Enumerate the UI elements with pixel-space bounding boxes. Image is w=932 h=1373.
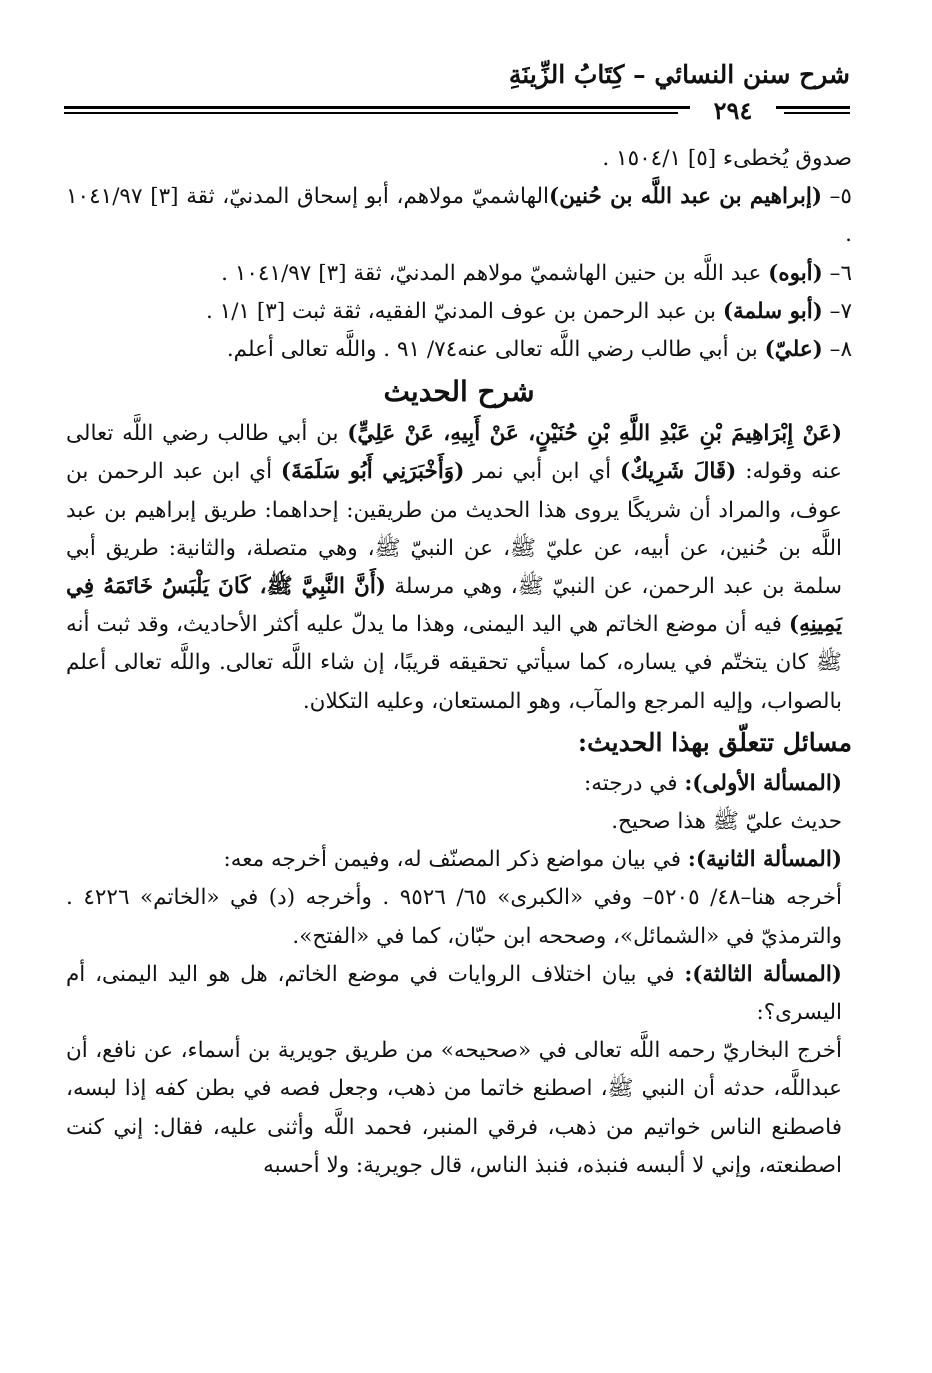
issue-label: (المسألة الثالثة): [684, 961, 842, 987]
narrator-number: ٦– [822, 260, 852, 286]
issue-body: أخرجه هنا–٤٨/ ٥٢٠٥– وفي «الكبرى» ٦٥/ ٩٥٢٦ . وأخرجه (د) في «الخاتم» ٤٢٢٦ . والترمذيّ في «الشمائل»، وصححه ابن حبّان، كما في «الفتح». [66, 885, 843, 949]
commentary-text: أي ابن أبي نمر [464, 459, 621, 485]
issue-title [66, 841, 852, 879]
issue-label: (المسألة الأولى): [684, 770, 842, 796]
narrator-text: بن أبي طالب رضي اللَّه تعالى عنه٧٤/ ٩١ . واللَّه تعالى أعلم. [226, 337, 765, 363]
issue-text: في بيان مواضع ذكر المصنّف له، وفيمن أخرجه معه: [223, 847, 688, 873]
page-header [64, 44, 850, 124]
issues-heading: مسائل تتعلّق بهذا الحديث: [577, 727, 852, 757]
issue-text: في بيان اختلاف الروايات في موضع الخاتم، هل هو اليد اليمنى، أم اليسرى؟: [66, 961, 842, 1026]
narrator-name: (أبوه) [768, 260, 823, 286]
narrator-text: الهاشميّ مولاهم، أبو إسحاق المدنيّ، ثقة [٣] ١٠٤١/٩٧ . [66, 184, 852, 248]
quoted-text: (قَالَ شَرِيكٌ) [620, 459, 737, 485]
commentary-heading: شرح الحديث [383, 375, 535, 409]
quoted-text: (أَنَّ النَّبِيَّ ﷺ، كَانَ يَلْبَسُ خَاتَمَهُ فِي يَمِينِهِ) [66, 574, 842, 638]
narrator-number: ٨– [822, 337, 852, 363]
narrator-text: بن عبد الرحمن بن عوف المدنيّ الفقيه، ثقة ثبت [٣] ١/١ . [205, 298, 723, 324]
narrator-entry [66, 331, 852, 369]
narrator-name: (إبراهيم بن عبد اللَّه بن حُنين) [549, 184, 822, 210]
issue-label: (المسألة الثانية): [687, 847, 842, 873]
header-rule-bottom-left [64, 112, 678, 114]
page-number: ٢٩٤ [690, 96, 776, 126]
issue-body: أخرج البخاريّ رحمه اللَّه تعالى في «صحيحه» من طريق جويرية بن أسماء، عن نافع، أن عبداللَّه، حدثه أن النبي ﷺ، اصطنع خاتما من ذهب، وجعل فصه في بطن كفه إذا لبسه، فاصطنع الناس خواتيم من ذهب، فرقي المنبر، فحمد اللَّه وأثنى عليه، فقال: إني كنت اصطنعته، وإني لا ألبسه فنبذه، فنبذ الناس، قال جويرية: ولا أحسبه [66, 1038, 842, 1178]
narrator-text: عبد اللَّه بن حنين الهاشميّ مولاهم المدنيّ، ثقة [٣] ١٠٤١/٩٧ . [221, 260, 769, 286]
narrator-name: (عليّ) [764, 337, 823, 363]
commentary-paragraph [66, 415, 852, 721]
narrator-entry [66, 178, 852, 254]
issue-body: حديث عليّ ﷺ هذا صحيح. [611, 809, 842, 835]
narrator-name: (أبو سلمة) [722, 298, 823, 324]
commentary-text: أي ابن عبد الرحمن بن عوف، والمراد أن شريكًا يروى هذا الحديث من طريقين: إحداهما: طريق إبراهيم بن عبد اللَّه بن حُنين، عن أبيه، عن عليّ ﷺ، عن النبيّ ﷺ، وهي متصلة، والثانية: طريق أبي سلمة بن عبد الرحمن، عن النبيّ ﷺ، وهي مرسلة [66, 459, 843, 600]
narrator-entry [66, 293, 852, 331]
narrator-entry [66, 255, 852, 293]
narrator-text: صدوق يُخطىء [٥] ١٥٠٤/١ . [602, 146, 852, 171]
quoted-text: (وَأَخْبَرَنِي أَبُو سَلَمَةَ) [280, 459, 465, 485]
narrator-number: ٧– [822, 298, 852, 324]
commentary-text: فيه أن موضع الخاتم هي اليد اليمنى، وهذا ما يدلّ عليه أكثر الأحاديث، وقد ثبت أنه ﷺ كان يتختّم في يساره، كما سيأتي تحقيقه قريبًا، إن شاء اللَّه تعالى. واللَّه تعالى أعلم بالصواب، وإليه المرجع والمآب، وهو المستعان، وعليه التكلان. [66, 612, 842, 714]
quoted-text: (عَنْ إِبْرَاهِيمَ بْنِ عَبْدِ اللَّهِ بْنِ حُنَيْنٍ، عَنْ أَبِيهِ، عَنْ عَلِيٍّ) [347, 421, 842, 447]
narrator-entry [66, 140, 852, 178]
issue-title [66, 765, 852, 803]
issue-title [66, 956, 852, 1032]
issue-text: في درجته: [584, 770, 685, 796]
running-title: شرح سنن النسائي – كِتَابُ الزِّينَةِ [508, 60, 850, 89]
page-body [66, 140, 852, 1185]
header-rule-bottom-right [784, 112, 850, 114]
commentary-text: بن أبي طالب رضي اللَّه تعالى عنه وقوله: [66, 421, 843, 485]
narrator-number: ٥– [822, 184, 852, 210]
